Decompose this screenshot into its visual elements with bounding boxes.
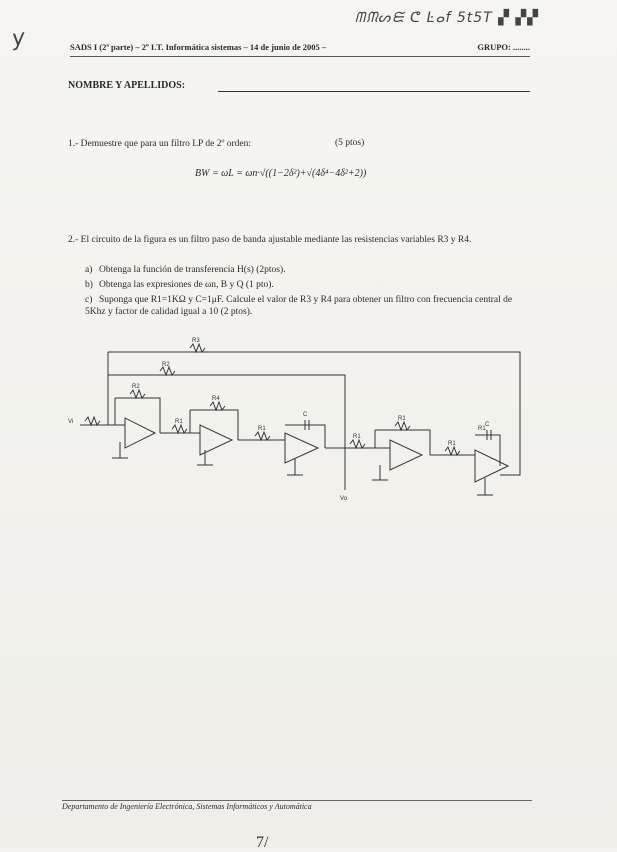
label-c2: C bbox=[485, 422, 490, 428]
resistor-r1-c bbox=[350, 440, 365, 448]
resistor-r2 bbox=[130, 390, 145, 398]
resistor-r1-d bbox=[395, 422, 410, 430]
handwritten-bottom-mark: 7/ bbox=[256, 834, 269, 851]
ground-2 bbox=[197, 450, 213, 465]
ground-1 bbox=[112, 442, 128, 458]
handwritten-top-code: ᗰᙏᔕᙓ ᕦ Ŀⴰf 5t5T ▞ ▞▞ bbox=[355, 10, 539, 26]
opamp-5 bbox=[475, 450, 508, 482]
label-r4: R4 bbox=[212, 396, 220, 402]
label-r1-f: R1 bbox=[478, 426, 486, 432]
circuit-diagram bbox=[60, 330, 530, 520]
footer-department: Departamento de Ingeniería Electrónica, Sistemas Informáticos y Automática bbox=[62, 800, 532, 811]
question-1: 1.- Demuestre que para un filtro LP de 2º orden: bbox=[68, 139, 252, 149]
label-r1-d: R1 bbox=[398, 416, 406, 422]
opamp-4 bbox=[390, 440, 422, 470]
label-r1-b: R1 bbox=[258, 426, 266, 432]
feedback-wire-r2 bbox=[108, 375, 345, 490]
resistor-input bbox=[85, 417, 100, 425]
header-group: GRUPO: ........ bbox=[477, 42, 530, 52]
label-r1-a: R1 bbox=[175, 419, 183, 425]
opamp-3 bbox=[285, 433, 318, 463]
question-1-points: (5 ptos) bbox=[335, 138, 365, 148]
ground-5 bbox=[477, 478, 493, 495]
resistor-r2-top bbox=[160, 367, 175, 375]
label-vo: Vo bbox=[340, 496, 348, 502]
resistor-r4 bbox=[210, 402, 225, 410]
label-r1-e: R1 bbox=[448, 441, 456, 447]
label-c1: C bbox=[303, 412, 308, 418]
question-1-formula: BW = ωL = ωn·√((1−2δ²)+√(4δ⁴−4δ²+2)) bbox=[195, 168, 367, 179]
resistor-r1-e bbox=[445, 447, 460, 455]
question-2: 2.- El circuito de la figura es un filtro paso de banda ajustable mediante las resistencias variables R3 y R4. bbox=[68, 235, 472, 245]
handwritten-corner-mark: y bbox=[10, 25, 27, 52]
exam-header bbox=[70, 42, 530, 57]
name-field-line bbox=[218, 91, 530, 92]
label-r1-c: R1 bbox=[353, 434, 361, 440]
resistor-r1-b bbox=[255, 432, 270, 440]
ground-4 bbox=[372, 465, 388, 480]
label-r3: R3 bbox=[192, 338, 200, 344]
name-label: NOMBRE Y APELLIDOS: bbox=[68, 80, 186, 91]
question-2-item-c: c) Suponga que R1=1KΩ y C=1μF. Calcule el valor de R3 y R4 para obtener un filtro con frecuencia central de 5Khz y factor de calidad igual a 10 (2 ptos). bbox=[85, 295, 513, 317]
resistor-r3 bbox=[190, 344, 205, 352]
header-course: SADS I (2ª parte) – 2º I.T. Informática sistemas – 14 de junio de 2005 – bbox=[70, 42, 327, 52]
question-2-item-b: b) Obtenga las expresiones de ωn, B y Q (1 pto). bbox=[85, 280, 274, 290]
label-r2: R2 bbox=[132, 384, 140, 390]
opamp-1 bbox=[125, 418, 155, 448]
label-vi: Vi bbox=[68, 419, 74, 425]
resistor-r1-a bbox=[172, 425, 187, 433]
label-r2-top: R2 bbox=[162, 362, 170, 368]
question-2-item-a: a) Obtenga la función de transferencia H(s) (2ptos). bbox=[85, 265, 286, 275]
